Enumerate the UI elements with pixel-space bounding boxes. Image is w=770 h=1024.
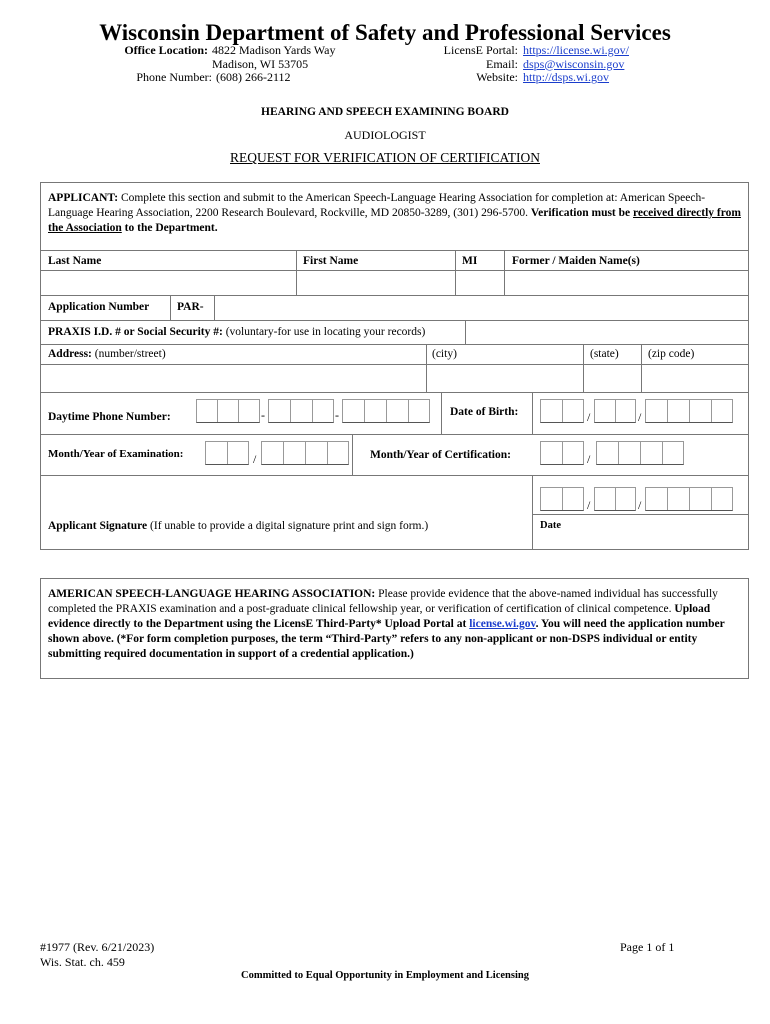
license-portal-link[interactable]: license.wi.gov xyxy=(469,618,536,630)
street-input[interactable] xyxy=(41,365,425,391)
former-name-input[interactable] xyxy=(505,271,748,294)
applicant-lead: APPLICANT: xyxy=(48,192,119,204)
zip-label: (zip code) xyxy=(648,348,695,360)
upload-instruction-end: . You will need the application number shown above. (*For form completion purposes, the term “Third-Party” refers to any non-applicant or non-DSPS individual or entity submitting required documentation in support of a credential application.) xyxy=(48,618,725,660)
dob-slash-2: / xyxy=(638,410,642,424)
praxis-input[interactable] xyxy=(466,321,748,343)
office-address-line-2: Madison, WI 53705 xyxy=(212,56,309,71)
contact-info xyxy=(400,44,629,85)
verification-note: Verification must be xyxy=(530,207,634,219)
last-name-label: Last Name xyxy=(48,255,102,267)
mi-input[interactable] xyxy=(456,271,503,294)
statute: Wis. Stat. ch. 459 xyxy=(40,955,125,969)
phone-value: (608) 266-2112 xyxy=(216,70,291,84)
form-number: #1977 (Rev. 6/21/2023) xyxy=(40,940,155,954)
association-text: Please provide evidence that the above-named individual has successfully completed the PRAXIS examination and a post-graduate clinical fellowship year, or verification of certification of clinical competence. xyxy=(48,588,718,615)
exam-label: Month/Year of Examination: xyxy=(48,448,184,460)
phone-area-code-input[interactable] xyxy=(196,399,260,423)
address-label xyxy=(48,347,166,362)
date-label: Date xyxy=(540,520,561,531)
praxis-label-bold: PRAXIS I.D. # or Social Security #: xyxy=(48,326,223,338)
profession-name: AUDIOLOGIST xyxy=(344,128,426,142)
signature-label-note: (If unable to provide a digital signature print and sign form.) xyxy=(147,520,429,532)
application-number-label: Application Number xyxy=(48,301,150,313)
former-name-label: Former / Maiden Name(s) xyxy=(512,255,640,267)
form-title: REQUEST FOR VERIFICATION OF CERTIFICATION xyxy=(230,150,540,165)
dob-slash-1: / xyxy=(587,410,591,424)
website-label: Website: xyxy=(476,70,518,84)
praxis-label-note: (voluntary-for use in locating your records) xyxy=(222,326,426,338)
portal-link[interactable]: https://license.wi.gov/ xyxy=(523,43,629,57)
applicant-instructions xyxy=(48,191,742,236)
address-label-note: (number/street) xyxy=(91,348,166,360)
phone-prefix-input[interactable] xyxy=(268,399,334,423)
signature-input[interactable] xyxy=(41,476,531,512)
email-label: Email: xyxy=(486,56,518,71)
portal-label: LicensE Portal: xyxy=(443,43,518,57)
last-name-input[interactable] xyxy=(41,271,295,294)
phone-label: Phone Number: xyxy=(136,70,212,84)
exam-slash: / xyxy=(253,452,257,466)
application-number-input[interactable] xyxy=(215,296,748,319)
website-link[interactable]: http://dsps.wi.gov xyxy=(523,70,610,84)
par-prefix: PAR- xyxy=(177,301,204,313)
office-address-line-1: 4822 Madison Yards Way xyxy=(212,43,336,57)
verification-note-underlined: received directly from the Association xyxy=(48,207,741,234)
zip-input[interactable] xyxy=(642,365,748,391)
state-label: (state) xyxy=(590,348,619,360)
first-name-label: First Name xyxy=(303,255,359,267)
association-instructions xyxy=(48,587,740,662)
cert-label: Month/Year of Certification: xyxy=(370,449,511,461)
association-lead: AMERICAN SPEECH-LANGUAGE HEARING ASSOCIATION: xyxy=(48,588,376,600)
office-info xyxy=(100,44,336,85)
phone-dash-1: - xyxy=(261,408,265,422)
upload-instruction: Upload evidence directly to the Department using the LicensE Third-Party* Upload Portal at xyxy=(48,603,711,630)
phone-dash-2: - xyxy=(335,408,339,422)
verification-note-end: to the Department. xyxy=(121,222,218,234)
agency-title: Wisconsin Department of Safety and Professional Services xyxy=(99,20,671,45)
equal-opportunity-tagline: Committed to Equal Opportunity in Employment and Licensing xyxy=(241,970,529,981)
email-link[interactable]: dsps@wisconsin.gov xyxy=(523,56,625,71)
date-slash-2: / xyxy=(638,498,642,512)
page-number: Page 1 of 1 xyxy=(620,940,675,954)
office-location-label: Office Location: xyxy=(124,43,208,57)
praxis-label xyxy=(48,325,425,340)
form-info xyxy=(40,940,154,970)
applicant-intro-text: Complete this section and submit to the American Speech-Language Hearing Association for completion at: American Speech-Language Hearing Association, 2200 Research Boulevard, Rockville, MD 20850-3289, (301) 296-5700. xyxy=(48,192,706,219)
dob-label: Date of Birth: xyxy=(450,406,519,418)
date-slash-1: / xyxy=(587,498,591,512)
mi-label: MI xyxy=(462,255,478,267)
address-label-bold: Address: xyxy=(48,348,92,360)
cert-slash: / xyxy=(587,452,591,466)
state-input[interactable] xyxy=(584,365,640,391)
signature-label xyxy=(48,519,428,534)
board-name: HEARING AND SPEECH EXAMINING BOARD xyxy=(261,106,509,118)
first-name-input[interactable] xyxy=(297,271,454,294)
city-input[interactable] xyxy=(427,365,582,391)
signature-label-bold: Applicant Signature xyxy=(48,520,148,532)
city-label: (city) xyxy=(432,348,457,360)
daytime-phone-label: Daytime Phone Number: xyxy=(48,411,171,423)
